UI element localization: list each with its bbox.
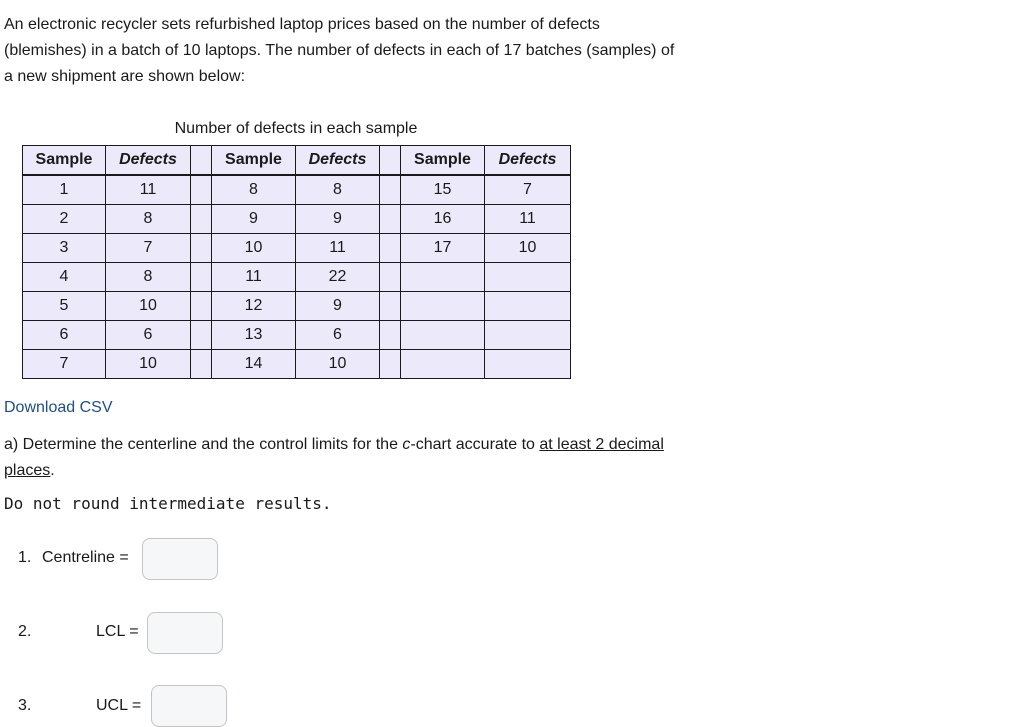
table-cell (191, 292, 212, 321)
table-cell: 22 (296, 263, 380, 292)
table-cell: 7 (485, 175, 571, 205)
table-cell (191, 263, 212, 292)
table-cell: 12 (212, 292, 296, 321)
table-cell: 11 (212, 263, 296, 292)
table-cell (380, 292, 401, 321)
lcl-input[interactable] (147, 612, 223, 654)
table-cell: 16 (401, 205, 485, 234)
table-cell: 10 (212, 234, 296, 263)
table-cell: 8 (106, 263, 191, 292)
table-cell: 13 (212, 321, 296, 350)
table-cell (401, 263, 485, 292)
table-header-row (23, 146, 571, 176)
table-cell (380, 263, 401, 292)
table-cell: 10 (485, 234, 571, 263)
table-row (23, 292, 571, 321)
table-cell (380, 205, 401, 234)
column-header: Sample (23, 146, 106, 176)
defects-table (22, 145, 571, 379)
table-cell: 15 (401, 175, 485, 205)
table-cell (191, 321, 212, 350)
table-cell: 7 (23, 350, 106, 379)
table-row (23, 350, 571, 379)
table-cell: 9 (296, 205, 380, 234)
table-cell (401, 350, 485, 379)
column-header: Sample (212, 146, 296, 176)
precision-emphasis: at least 2 decimal places (4, 436, 664, 479)
table-cell: 5 (23, 292, 106, 321)
table-cell (485, 292, 571, 321)
column-header: Sample (401, 146, 485, 176)
table-cell: 9 (296, 292, 380, 321)
table-cell (401, 321, 485, 350)
table-cell (380, 175, 401, 205)
table-cell: 6 (23, 321, 106, 350)
table-cell: 8 (212, 175, 296, 205)
chart-letter: c (402, 436, 411, 453)
table-cell: 11 (296, 234, 380, 263)
centreline-input[interactable] (142, 538, 218, 580)
table-cell (485, 350, 571, 379)
table-cell (401, 292, 485, 321)
table-cell: 1 (23, 175, 106, 205)
column-spacer (380, 146, 401, 176)
question-part-a (4, 432, 694, 484)
table-cell: 4 (23, 263, 106, 292)
lcl-label: LCL = (96, 623, 139, 640)
table-row (23, 234, 571, 263)
table-cell: 8 (106, 205, 191, 234)
table-cell: 11 (106, 175, 191, 205)
table-cell: 7 (106, 234, 191, 263)
question-text: . (50, 462, 55, 479)
table-cell (380, 234, 401, 263)
column-spacer (191, 146, 212, 176)
table-cell (191, 205, 212, 234)
table-caption: Number of defects in each sample (174, 120, 418, 137)
table-cell: 17 (401, 234, 485, 263)
answer-number: 1. (18, 549, 32, 566)
column-header: Defects (296, 146, 380, 176)
table-cell: 3 (23, 234, 106, 263)
table-cell (191, 234, 212, 263)
table-cell: 9 (212, 205, 296, 234)
table-row (23, 263, 571, 292)
table-cell: 2 (23, 205, 106, 234)
answer-number: 2. (18, 623, 32, 640)
column-header: Defects (106, 146, 191, 176)
table-row (23, 321, 571, 350)
column-header: Defects (485, 146, 571, 176)
ucl-label: UCL = (96, 697, 142, 714)
table-cell (191, 350, 212, 379)
table-row (23, 175, 571, 205)
table-cell: 10 (296, 350, 380, 379)
answer-number: 3. (18, 697, 32, 714)
question-text: -chart accurate to (410, 436, 540, 453)
table-cell: 14 (212, 350, 296, 379)
table-cell (380, 350, 401, 379)
table-cell: 6 (106, 321, 191, 350)
question-text: a) Determine the centerline and the control limits for the (4, 436, 403, 453)
download-csv-link[interactable]: Download CSV (4, 399, 113, 416)
table-cell: 10 (106, 350, 191, 379)
table-cell (485, 321, 571, 350)
table-cell: 11 (485, 205, 571, 234)
rounding-instruction: Do not round intermediate results. (4, 494, 332, 513)
centreline-label: Centreline = (42, 549, 129, 566)
table-cell (191, 175, 212, 205)
table-cell (380, 321, 401, 350)
table-cell: 6 (296, 321, 380, 350)
table-cell: 8 (296, 175, 380, 205)
table-cell: 10 (106, 292, 191, 321)
problem-statement: An electronic recycler sets refurbished laptop prices based on the number of defects (blemishes) in a batch of 10 laptops. The number of defects in each of 17 batches (samples) of a new shipment are shown below: (4, 16, 675, 85)
table-row (23, 205, 571, 234)
table-cell (485, 263, 571, 292)
